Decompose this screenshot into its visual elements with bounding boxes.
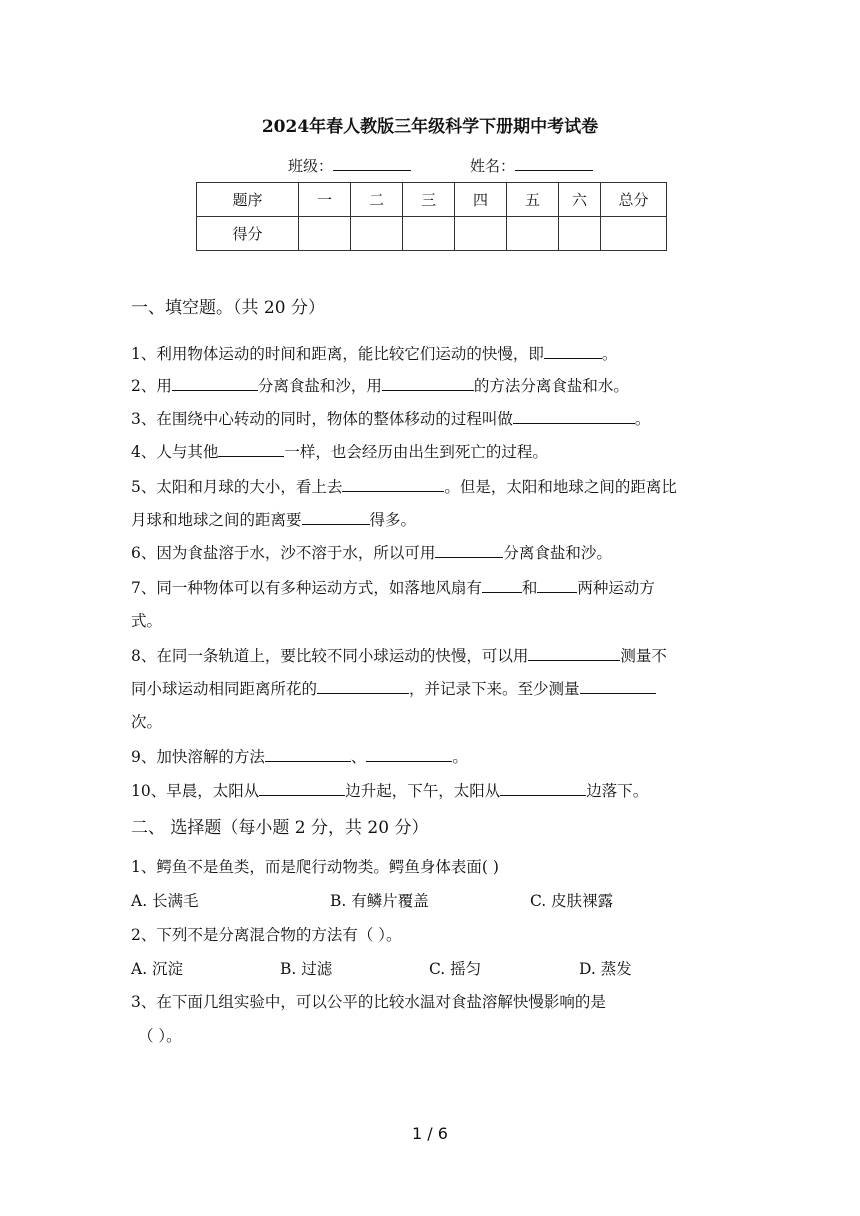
score-cell <box>455 217 507 251</box>
header-cell: 题序 <box>197 183 299 217</box>
option-2-2-d: D. 蒸发 <box>579 960 632 978</box>
question-1-9 <box>131 745 468 767</box>
answer-blank <box>302 510 370 525</box>
option-2-2-a: A. 沉淀 <box>131 960 184 978</box>
section-2-heading: 二、 选择题（每小题 2 分，共 20 分） <box>131 818 429 838</box>
header-cell: 总分 <box>601 183 667 217</box>
question-2-1: 1、鳄鱼不是鱼类，而是爬行动物类。鳄鱼身体表面( ) <box>131 858 499 876</box>
header-cell: 四 <box>455 183 507 217</box>
answer-blank <box>259 781 345 796</box>
score-cell <box>351 217 403 251</box>
answer-blank <box>513 409 635 424</box>
answer-blank <box>218 442 284 457</box>
question-1-8-cont <box>131 677 656 699</box>
name-field <box>470 155 593 176</box>
question-text: 和 <box>521 579 538 597</box>
answer-blank <box>317 679 409 694</box>
question-text: 3、在围绕中心转动的同时，物体的整体移动的过程叫做 <box>131 410 513 428</box>
question-text: 分离食盐和沙，用 <box>257 377 382 395</box>
option-2-1-c: C. 皮肤裸露 <box>530 892 614 910</box>
question-1-8-end: 次。 <box>131 713 163 731</box>
question-1-3 <box>131 407 650 429</box>
header-cell: 五 <box>507 183 559 217</box>
question-1-2 <box>131 374 629 396</box>
answer-blank <box>366 747 452 762</box>
score-cell <box>507 217 559 251</box>
page-number: 1 / 6 <box>412 1124 448 1143</box>
question-text: 月球和地球之间的距离要 <box>131 511 302 529</box>
question-text: 。但是，太阳和地球之间的距离比 <box>444 478 677 496</box>
question-text: 。 <box>452 748 468 766</box>
header-cell: 一 <box>299 183 351 217</box>
header-cell: 二 <box>351 183 403 217</box>
question-text: 10、早晨，太阳从 <box>131 782 260 800</box>
score-cell <box>299 217 351 251</box>
question-text: 4、人与其他 <box>131 443 219 461</box>
page-title: 2024年春人教版三年级科学下册期中考试卷 <box>261 117 599 137</box>
answer-blank <box>528 646 620 661</box>
question-1-6 <box>131 541 612 563</box>
score-cell <box>601 217 667 251</box>
question-text: 一样，也会经历由出生到死亡的过程。 <box>284 443 548 461</box>
question-1-4 <box>131 440 548 462</box>
header-cell: 六 <box>559 183 601 217</box>
question-text: 边升起，下午，太阳从 <box>345 782 501 800</box>
class-field <box>288 155 411 176</box>
section-1-heading: 一、填空题。（共 20 分） <box>131 298 325 318</box>
question-text: 、 <box>350 748 367 766</box>
class-label: 班级： <box>288 157 334 175</box>
name-label: 姓名： <box>470 157 516 175</box>
question-text: 。 <box>601 345 618 363</box>
answer-blank <box>544 344 602 359</box>
option-2-2-b: B. 过滤 <box>280 960 333 978</box>
answer-blank <box>342 477 444 492</box>
question-text: 测量不 <box>620 647 667 665</box>
score-cell <box>403 217 455 251</box>
question-1-5 <box>131 475 677 497</box>
question-text: 5、太阳和月球的大小，看上去 <box>131 478 343 496</box>
class-blank <box>333 155 411 171</box>
question-1-8 <box>131 644 667 666</box>
score-table <box>196 182 667 251</box>
question-text: 6、因为食盐溶于水，沙不溶于水，所以可用 <box>131 544 436 562</box>
header-cell: 三 <box>403 183 455 217</box>
question-text: 9、加快溶解的方法 <box>131 748 265 766</box>
question-text: 2、用 <box>131 377 172 395</box>
answer-blank <box>500 781 586 796</box>
question-text: 两种运动方 <box>577 579 655 597</box>
score-cell <box>559 217 601 251</box>
question-text: 边落下。 <box>586 782 649 800</box>
answer-blank <box>537 578 577 593</box>
question-1-7 <box>131 576 655 598</box>
answer-blank <box>435 543 503 558</box>
answer-blank <box>580 679 656 694</box>
question-1-1 <box>131 342 617 364</box>
question-text: 。 <box>634 410 651 428</box>
name-blank <box>515 155 593 171</box>
question-text: 1、利用物体运动的时间和距离，能比较它们运动的快慢，即 <box>131 345 544 363</box>
score-table-header-row <box>197 183 667 217</box>
answer-blank <box>482 578 522 593</box>
question-2-3-cont: （ ）。 <box>138 1027 182 1045</box>
question-1-5-cont <box>131 508 416 530</box>
question-text: 8、在同一条轨道上，要比较不同小球运动的快慢，可以用 <box>131 647 529 665</box>
row-label: 得分 <box>197 217 299 251</box>
answer-blank <box>382 376 474 391</box>
question-text: ，并记录下来。至少测量 <box>409 680 580 698</box>
question-text: 的方法分离食盐和水。 <box>473 377 629 395</box>
option-2-2-c: C. 摇匀 <box>429 960 482 978</box>
answer-blank <box>172 376 258 391</box>
option-2-1-b: B. 有鳞片覆盖 <box>330 892 429 910</box>
question-text: 得多。 <box>369 511 417 529</box>
question-1-10 <box>131 779 648 801</box>
question-text: 7、同一种物体可以有多种运动方式，如落地风扇有 <box>131 579 482 597</box>
question-text: 分离食盐和沙。 <box>503 544 612 562</box>
question-1-7-cont: 式。 <box>131 612 163 630</box>
answer-blank <box>265 747 351 762</box>
question-text: 同小球运动相同距离所花的 <box>131 680 318 698</box>
question-2-2: 2、下列不是分离混合物的方法有（ ）。 <box>131 926 402 944</box>
question-2-3: 3、在下面几组实验中，可以公平的比较水温对食盐溶解快慢影响的是 <box>131 993 606 1011</box>
option-2-1-a: A. 长满毛 <box>131 892 199 910</box>
score-table-score-row <box>197 217 667 251</box>
